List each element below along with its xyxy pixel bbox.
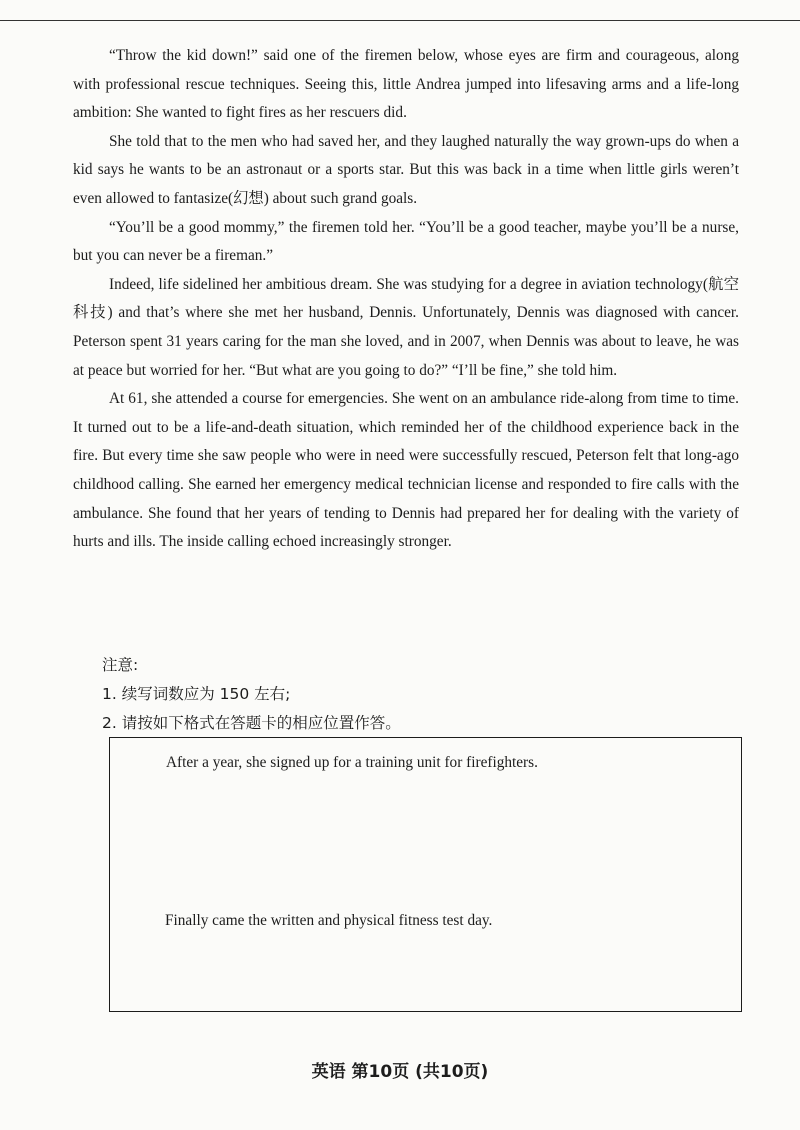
page-footer: 英语 第10页 (共10页) [311, 1062, 489, 1082]
passage-paragraph-1: “Throw the kid down!” said one of the firemen below, whose eyes are firm and courageous, along with professional rescue techniques. Seeing this, little Andrea jumped into lifesaving arms and a life-long ambition: She wanted to fight fires as her rescuers did. [73, 47, 739, 122]
notes-item-1: 1. 续写词数应为 150 左右; [102, 685, 291, 703]
reading-passage [73, 42, 739, 557]
passage-paragraph-5: At 61, she attended a course for emergencies. She went on an ambulance ride-along from time to time. It turned out to be a life-and-death situation, which reminded her of the childhood experience back in the fire. But every time she saw people who were in need were successfully rescued, Peterson felt that long-ago childhood calling. She earned her emergency medical technician license and responded to fire calls with the ambulance. She found that her years of tending to Dennis had prepared her for dealing with the variety of hurts and ills. The inside calling echoed increasingly stronger. [73, 390, 739, 551]
answer-prompt-1: After a year, she signed up for a training unit for firefighters. [166, 754, 538, 771]
answer-prompt-2: Finally came the written and physical fitness test day. [165, 912, 493, 929]
passage-paragraph-2: She told that to the men who had saved her, and they laughed naturally the way grown-ups do when a kid says he wants to be an astronaut or a sports star. But this was back in a time when little girls weren’t even allowed to fantasize(幻想) about such grand goals. [73, 132, 739, 207]
passage-paragraph-3: “You’ll be a good mommy,” the firemen told her. “You’ll be a good teacher, maybe you’ll be a nurse, but you can never be a fireman.” [73, 218, 739, 265]
top-rule [0, 20, 800, 21]
notes-heading: 注意: [102, 656, 139, 674]
notes-section [102, 651, 401, 738]
answer-box [109, 737, 742, 1012]
passage-paragraph-4: Indeed, life sidelined her ambitious dream. She was studying for a degree in aviation technology(航空科技) and that’s where she met her husband, Dennis. Unfortunately, Dennis was diagnosed with cancer. Peterson spent 31 years caring for the man she loved, and in 2007, when Dennis was about to leave, he was at peace but worried for her. “But what are you going to do?” “I’ll be fine,” she told him. [73, 275, 739, 379]
notes-item-2: 2. 请按如下格式在答题卡的相应位置作答。 [102, 714, 401, 732]
